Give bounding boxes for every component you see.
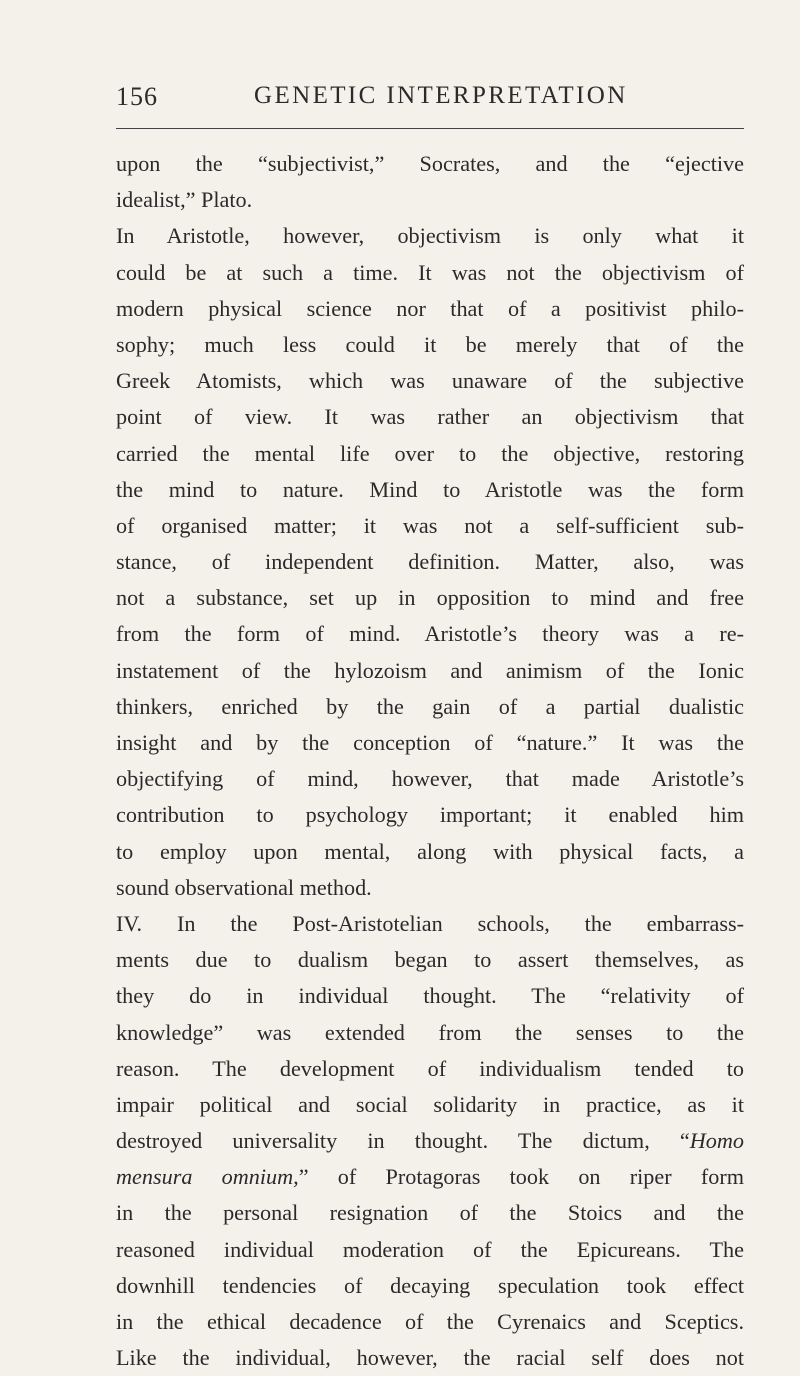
text-line: carried the mental life over to the objective, restoring — [116, 440, 744, 466]
text-line: insight and by the conception of “nature.” It was the — [116, 730, 744, 755]
text-fragment: ” of Protagoras took on riper form — [298, 1164, 744, 1190]
text-line: in the personal resignation of the Stoics and the — [116, 1200, 744, 1226]
text-line: reason. The development of individualism tended to — [116, 1055, 744, 1081]
italic-term: mensura omnium, — [116, 1164, 299, 1190]
text-line: Greek Atomists, which was unaware of the subjective — [116, 368, 744, 394]
text-line: not a substance, set up in opposition to mind and free — [116, 585, 744, 611]
text-line: upon the “subjectivist,” Socrates, and the “ejective — [116, 151, 744, 176]
text-line: objectifying of mind, however, that made Aristotle’s — [116, 766, 744, 792]
text-line: ments due to dualism began to assert themselves, as — [116, 947, 744, 973]
header-rule — [116, 128, 744, 129]
text-line: In Aristotle, however, objectivism is only what it — [116, 223, 744, 249]
text-line-with-italic — [116, 1159, 744, 1195]
text-line: sound observational method. — [116, 874, 372, 900]
text-line: from the form of mind. Aristotle’s theory was a re- — [116, 621, 744, 647]
page-number: 156 — [116, 82, 158, 111]
text-fragment: destroyed universality in thought. The dictum, “ — [116, 1128, 690, 1154]
text-line: knowledge” was extended from the senses to the — [116, 1019, 744, 1045]
text-line: in the ethical decadence of the Cyrenaics and Sceptics. — [116, 1309, 744, 1334]
text-line: downhill tendencies of decaying speculation took effect — [116, 1272, 744, 1298]
body-text — [116, 146, 744, 1376]
text-line: thinkers, enriched by the gain of a partial dualistic — [116, 693, 744, 719]
text-line: modern physical science nor that of a positivist philo- — [116, 295, 744, 321]
text-line: IV. In the Post-Aristotelian schools, the embarrass- — [116, 910, 744, 936]
text-line-with-italic — [116, 1123, 744, 1159]
text-line: of organised matter; it was not a self-sufficient sub- — [116, 512, 744, 538]
text-line: point of view. It was rather an objectivism that — [116, 404, 744, 430]
text-line: impair political and social solidarity in practice, as it — [116, 1091, 744, 1117]
running-title: GENETIC INTERPRETATION — [254, 82, 628, 109]
text-line: reasoned individual moderation of the Epicureans. The — [116, 1236, 744, 1262]
text-line: the mind to nature. Mind to Aristotle was the form — [116, 476, 744, 502]
text-line: sophy; much less could it be merely that of the — [116, 331, 744, 357]
text-line: could be at such a time. It was not the objectivism of — [116, 259, 744, 285]
text-line: instatement of the hylozoism and animism of the Ionic — [116, 657, 744, 683]
italic-term: Homo — [689, 1128, 744, 1154]
text-line: contribution to psychology important; it enabled him — [116, 802, 744, 828]
text-line: they do in individual thought. The “relativity of — [116, 983, 744, 1009]
text-line: stance, of independent definition. Matter, also, was — [116, 549, 744, 575]
text-line: to employ upon mental, along with physical facts, a — [116, 838, 744, 864]
running-head — [116, 82, 744, 122]
text-line: Like the individual, however, the racial self does not — [116, 1345, 744, 1371]
text-line: idealist,” Plato. — [116, 187, 253, 213]
